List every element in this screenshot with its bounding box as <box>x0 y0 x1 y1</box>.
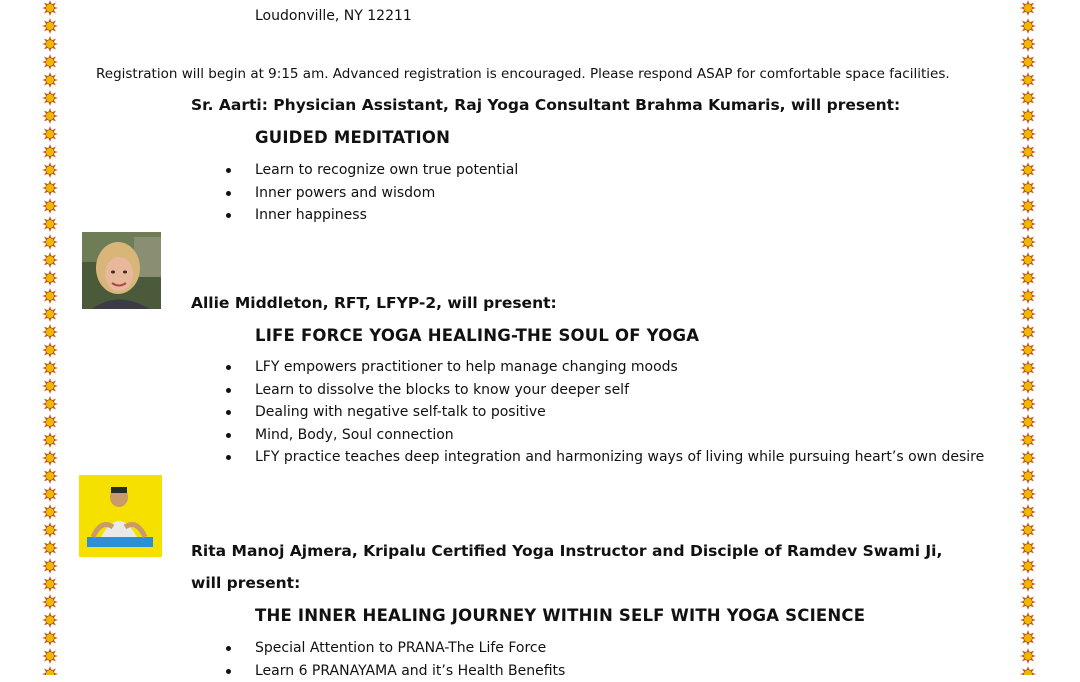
sun-ornament-icon <box>42 612 58 628</box>
sun-ornament-icon <box>42 252 58 268</box>
presenter-1-intro: Sr. Aarti: Physician Assistant, Raj Yoga Consultant Brahma Kumaris, will present: <box>191 96 900 114</box>
bullet-item: Learn to recognize own true potential <box>226 159 518 182</box>
bullet-item: Special Attention to PRANA-The Life Force <box>226 637 565 660</box>
sun-ornament-icon <box>1020 72 1036 88</box>
sun-ornament-icon <box>1020 90 1036 106</box>
sun-ornament-icon <box>1020 180 1036 196</box>
sun-ornament-icon <box>1020 504 1036 520</box>
sun-ornament-icon <box>1020 378 1036 394</box>
sun-ornament-icon <box>1020 558 1036 574</box>
sun-ornament-icon <box>42 0 58 16</box>
presenter-2-bullets <box>226 356 984 469</box>
sun-ornament-icon <box>42 558 58 574</box>
sun-ornament-icon <box>1020 594 1036 610</box>
bullet-item: LFY empowers practitioner to help manage changing moods <box>226 356 984 379</box>
sun-ornament-icon <box>42 414 58 430</box>
sun-ornament-icon <box>42 306 58 322</box>
sun-ornament-icon <box>1020 360 1036 376</box>
sun-ornament-icon <box>42 540 58 556</box>
sun-ornament-icon <box>42 630 58 646</box>
sun-ornament-icon <box>42 432 58 448</box>
sun-ornament-icon <box>1020 630 1036 646</box>
sun-ornament-icon <box>1020 666 1036 675</box>
presenter-3-bullets <box>226 637 565 682</box>
bullet-item: LFY practice teaches deep integration and harmonizing ways of living while pursuing heart’s own desire <box>226 446 984 469</box>
sun-ornament-icon <box>42 648 58 664</box>
sun-ornament-icon <box>42 270 58 286</box>
sun-ornament-icon <box>42 522 58 538</box>
sun-ornament-icon <box>1020 612 1036 628</box>
presenter-3-session-title: THE INNER HEALING JOURNEY WITHIN SELF WITH YOGA SCIENCE <box>255 606 865 625</box>
sun-ornament-icon <box>1020 252 1036 268</box>
address-line: Loudonville, NY 12211 <box>255 8 412 24</box>
sun-ornament-icon <box>1020 18 1036 34</box>
registration-note: Registration will begin at 9:15 am. Advanced registration is encouraged. Please respond ASAP for comfortable space facilities. <box>96 66 950 82</box>
sun-ornament-icon <box>1020 270 1036 286</box>
sun-ornament-icon <box>42 486 58 502</box>
sun-ornament-icon <box>1020 126 1036 142</box>
sun-ornament-icon <box>1020 0 1036 16</box>
sun-ornament-icon <box>1020 324 1036 340</box>
sun-ornament-icon <box>1020 216 1036 232</box>
sun-ornament-icon <box>1020 396 1036 412</box>
sun-ornament-icon <box>1020 234 1036 250</box>
sun-ornament-icon <box>42 504 58 520</box>
sun-ornament-icon <box>1020 108 1036 124</box>
sun-ornament-icon <box>42 198 58 214</box>
sun-ornament-icon <box>42 72 58 88</box>
presenter-1-session-title: GUIDED MEDITATION <box>255 128 450 147</box>
sun-ornament-icon <box>1020 414 1036 430</box>
sun-ornament-icon <box>1020 522 1036 538</box>
bullet-item: Inner happiness <box>226 204 518 227</box>
presenter-3-intro-line2: will present: <box>191 574 300 592</box>
sun-ornament-icon <box>42 18 58 34</box>
sun-ornament-icon <box>42 234 58 250</box>
presenter-photo-allie <box>82 232 161 309</box>
sun-ornament-icon <box>1020 576 1036 592</box>
bullet-item: Inner powers and wisdom <box>226 182 518 205</box>
sun-ornament-icon <box>1020 432 1036 448</box>
presenter-2-session-title: LIFE FORCE YOGA HEALING-THE SOUL OF YOGA <box>255 326 699 345</box>
right-sun-border <box>1018 0 1038 675</box>
sun-ornament-icon <box>42 594 58 610</box>
sun-ornament-icon <box>42 396 58 412</box>
sun-ornament-icon <box>42 468 58 484</box>
sun-ornament-icon <box>1020 36 1036 52</box>
sun-ornament-icon <box>42 180 58 196</box>
bullet-item: Learn 6 PRANAYAMA and it’s Health Benefits <box>226 660 565 682</box>
sun-ornament-icon <box>42 450 58 466</box>
presenter-2-intro: Allie Middleton, RFT, LFYP-2, will present: <box>191 294 557 312</box>
bullet-item: Dealing with negative self-talk to positive <box>226 401 984 424</box>
sun-ornament-icon <box>1020 342 1036 358</box>
sun-ornament-icon <box>1020 468 1036 484</box>
sun-ornament-icon <box>1020 648 1036 664</box>
presenter-1-bullets <box>226 159 518 227</box>
sun-ornament-icon <box>1020 486 1036 502</box>
sun-ornament-icon <box>42 90 58 106</box>
sun-ornament-icon <box>42 54 58 70</box>
sun-ornament-icon <box>1020 162 1036 178</box>
presenter-3-intro: Rita Manoj Ajmera, Kripalu Certified Yoga Instructor and Disciple of Ramdev Swami Ji, <box>191 542 942 560</box>
sun-ornament-icon <box>1020 54 1036 70</box>
sun-ornament-icon <box>42 576 58 592</box>
sun-ornament-icon <box>1020 306 1036 322</box>
sun-ornament-icon <box>42 324 58 340</box>
bullet-item: Learn to dissolve the blocks to know your deeper self <box>226 379 984 402</box>
left-sun-border <box>40 0 60 675</box>
sun-ornament-icon <box>42 360 58 376</box>
sun-ornament-icon <box>42 342 58 358</box>
sun-ornament-icon <box>42 216 58 232</box>
sun-ornament-icon <box>42 108 58 124</box>
sun-ornament-icon <box>42 36 58 52</box>
sun-ornament-icon <box>42 288 58 304</box>
sun-ornament-icon <box>1020 144 1036 160</box>
sun-ornament-icon <box>42 162 58 178</box>
sun-ornament-icon <box>1020 198 1036 214</box>
bullet-item: Mind, Body, Soul connection <box>226 424 984 447</box>
sun-ornament-icon <box>42 126 58 142</box>
sun-ornament-icon <box>42 378 58 394</box>
sun-ornament-icon <box>42 144 58 160</box>
sun-ornament-icon <box>1020 540 1036 556</box>
sun-ornament-icon <box>1020 450 1036 466</box>
sun-ornament-icon <box>1020 288 1036 304</box>
presenter-photo-rita <box>79 475 162 557</box>
sun-ornament-icon <box>42 666 58 675</box>
